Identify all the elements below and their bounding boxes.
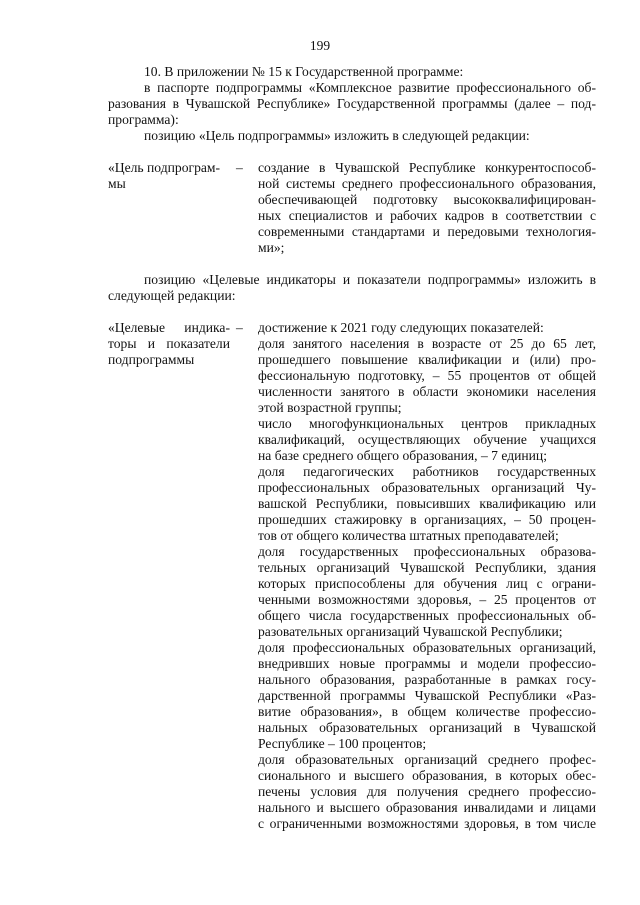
indicators-dash: – — [236, 320, 243, 335]
page-number: 199 — [309, 38, 331, 53]
intro-line: позицию «Цель подпрограммы» изложить в следующей редакции: — [144, 128, 530, 143]
goal-dash: – — [236, 160, 243, 175]
indicators-text: достижение к 2021 году следующих показателей: доля занятого населения в возрасте от 25 до 65 лет, прошедшего повышение квалификации и (или) про- фессиональную подготовку, – 55 процентов от общей численности занятого в области экономики населения этой возрастной группы; число многофункциональных центров прикладных квалификаций, осуществляющих обучение учащихся на базе среднего общего образования, – 7 единиц; доля педагогических работников государственных профессиональных образовательных организаций Чу- вашской Республики, повысивших квалификацию или прошедших стажировку в организациях, – 50 процен- тов от общего количества штатных преподавателей; доля государственных профессиональных образова- тельных организаций Чувашской Республики, здания которых приспособлены для обучения лиц с ограни- ченными возможностями здоровья, – 25 процентов от общего числа государственных профессиональных об- разовательных организаций Чувашской Республики; доля профессиональных образовательных организаций, внедривших новые программы и модели профессио- нального образования, разработанные в рамках госу- дарственной программы Чувашской Республики «Раз- витие образования», в общем количестве профессио- нальных образовательных организаций в Чувашской Республике – 100 процентов; доля образовательных организаций среднего профес- сионального и высшего образования, в которых обес- печены условия для получения среднего профессио- нального и высшего образования инвалидами и лицами с ограниченными возможностями здоровья, в том числе — [258, 320, 596, 831]
intro-line: в паспорте подпрограммы «Комплексное развитие профессионального об- — [144, 80, 596, 95]
indicators-label: «Целевые индика- торы и показатели подпрограммы — [108, 320, 230, 367]
goal-text: создание в Чувашской Республике конкурентоспособ- ной системы среднего профессионального образования, обеспечивающей подготовку высококвалифицирован- ных специалистов и рабочих кадров в соответствии с современными стандартами и передовыми технология- ми»; — [258, 160, 596, 255]
goal-block — [108, 160, 596, 260]
mid-line: следующей редакции: — [108, 288, 236, 303]
mid-line: позицию «Целевые индикаторы и показатели подпрограммы» изложить в — [144, 272, 596, 287]
intro-line: программа): — [108, 112, 179, 127]
indicators-block — [108, 320, 596, 860]
intro-line: разования в Чувашской Республике» Государственной программы (далее – под- — [108, 96, 596, 111]
goal-label: «Цель подпрограм- мы — [108, 160, 221, 191]
intro-line: 10. В приложении № 15 к Государственной программе: — [144, 64, 464, 79]
